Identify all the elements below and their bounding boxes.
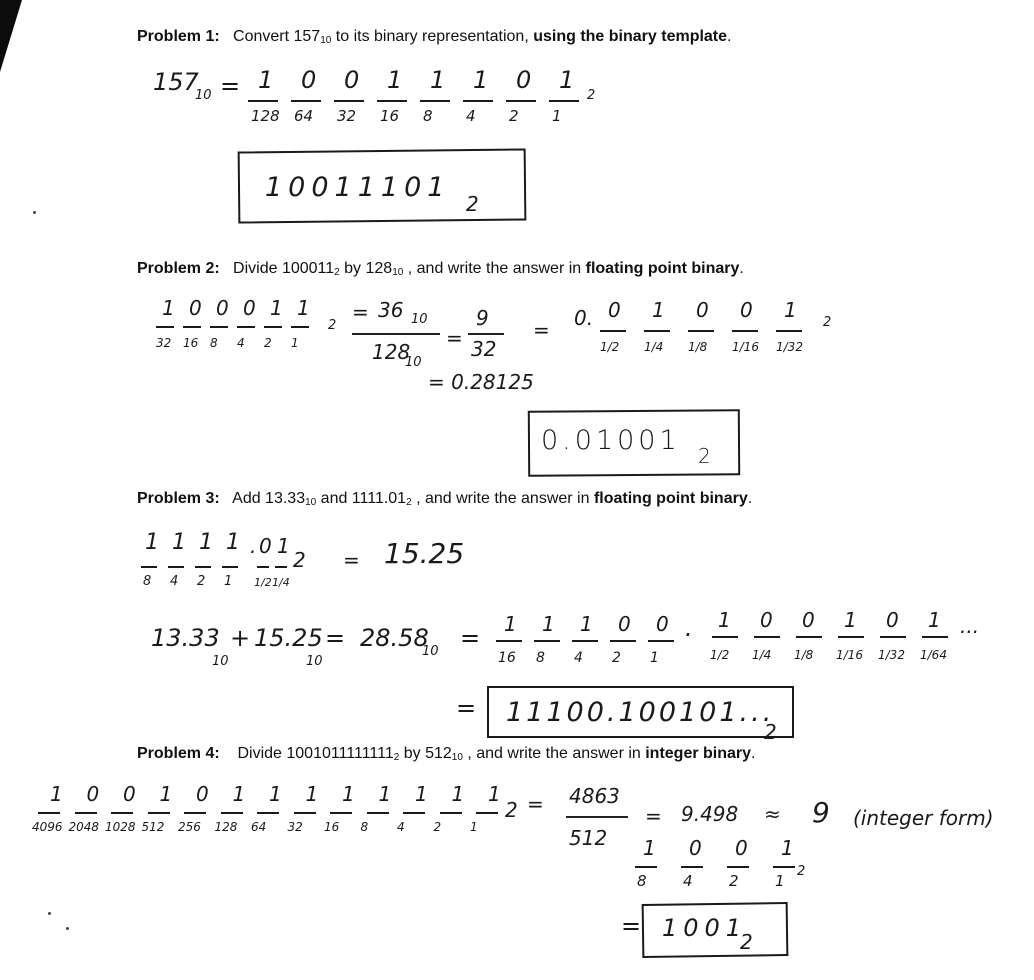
template-place-value: 32 xyxy=(287,820,303,834)
template-bit: 1 xyxy=(270,296,283,320)
p3-dot: . xyxy=(250,534,257,558)
template-place-value: 4 xyxy=(170,574,179,589)
problem-text: and 1111.01 xyxy=(316,490,407,507)
template-place-value: 16 xyxy=(183,336,199,350)
p4-equals-2: = xyxy=(645,804,662,828)
problem-label: Problem 1 xyxy=(137,28,215,45)
template-place-value: 4 xyxy=(574,650,583,666)
template-bit: 1 xyxy=(781,836,794,860)
p1-equals: = xyxy=(220,72,241,100)
template-blank-line xyxy=(572,640,598,642)
problem-text: , and write the answer in xyxy=(411,490,594,507)
problem-text: . xyxy=(727,28,732,45)
template-bit: 1 xyxy=(297,296,310,320)
problem-emphasis: integer binary xyxy=(645,745,752,762)
template-place-value: 4 xyxy=(237,336,245,350)
template-bit: 0 xyxy=(656,612,669,636)
template-bit: 0 xyxy=(760,608,773,632)
template-blank-line xyxy=(754,636,780,638)
p4-note: (integer form) xyxy=(853,806,994,830)
template-place-value: 8 xyxy=(423,107,433,125)
p2-decimal: = 0.28125 xyxy=(428,370,534,394)
subscript: 10 xyxy=(320,35,332,46)
p3-equals-1: = xyxy=(343,548,360,572)
p1-answer: 10011101 xyxy=(265,172,451,203)
template-blank-line xyxy=(257,812,279,814)
template-blank-line xyxy=(183,326,201,328)
problem-text: . xyxy=(747,490,753,507)
problem-4-statement: Problem 4: Divide $1001011111111_2$ by $512_{10}$ , and write the answer in integer binary. xyxy=(137,745,756,763)
p4-denominator: 512 xyxy=(569,826,608,850)
p2-simplified-denominator: 32 xyxy=(471,337,497,361)
template-blank-line xyxy=(600,330,626,332)
template-blank-line xyxy=(264,326,282,328)
template-bit: 1 xyxy=(387,66,403,94)
p2-answer-base: 2 xyxy=(698,444,711,468)
template-place-value: 1/4 xyxy=(644,340,664,354)
template-blank-line xyxy=(776,330,802,332)
p3-sum-base: 10 xyxy=(422,644,439,659)
template-bit: 1 xyxy=(378,782,392,806)
p4-answer: 1001 xyxy=(662,914,748,942)
template-bit: 1 xyxy=(844,608,857,632)
template-bit: 1 xyxy=(504,612,517,636)
template-blank-line xyxy=(463,100,493,102)
p3-answer-base: 2 xyxy=(764,720,777,744)
template-blank-line xyxy=(403,812,425,814)
template-place-value: 2 xyxy=(433,820,442,834)
template-place-value: 16 xyxy=(324,820,340,834)
template-blank-line xyxy=(184,812,206,814)
p3-sum-a-base: 10 xyxy=(212,654,229,669)
template-blank-line xyxy=(195,566,211,568)
template-blank-line xyxy=(681,866,703,868)
template-bit: 0 xyxy=(86,782,100,806)
p1-base: 2 xyxy=(587,88,596,103)
template-place-value: 32 xyxy=(337,107,357,125)
p2-base: 2 xyxy=(328,318,337,333)
template-bit: 1 xyxy=(145,530,159,555)
problem-emphasis: floating point binary xyxy=(593,490,748,507)
template-bit: 1 xyxy=(652,298,665,322)
template-bit: 1 xyxy=(643,836,656,860)
template-place-value: 1/2 xyxy=(710,648,730,662)
template-blank-line xyxy=(644,330,670,332)
problem-emphasis: floating point binary xyxy=(585,260,740,277)
template-bit: 1 xyxy=(451,782,465,806)
scan-speck xyxy=(66,927,69,930)
p2-simplified-numerator: 9 xyxy=(476,306,489,330)
template-blank-line xyxy=(773,866,795,868)
template-blank-line xyxy=(922,636,948,638)
template-blank-line xyxy=(712,636,738,638)
template-bit: 0 xyxy=(608,298,621,322)
template-blank-line xyxy=(688,330,714,332)
p1-answer-base: 2 xyxy=(466,192,479,216)
p3-plus: + xyxy=(230,624,251,652)
subscript: 2 xyxy=(406,497,412,508)
problem-text: Divide 1001011111111 xyxy=(237,745,394,762)
template-blank-line xyxy=(377,100,407,102)
p2-numerator-base: 10 xyxy=(411,312,428,327)
template-blank-line xyxy=(141,566,157,568)
p3-radix-dot: . xyxy=(685,614,693,642)
p4-equals-1: = xyxy=(527,792,544,816)
p2-answer: 0.01001 xyxy=(541,425,681,456)
template-bit: 0 xyxy=(740,298,753,322)
template-blank-line xyxy=(506,100,536,102)
template-blank-line xyxy=(248,100,278,102)
scan-speck xyxy=(33,211,36,214)
template-blank-line xyxy=(237,326,255,328)
template-place-value: 1/64 xyxy=(920,648,947,662)
template-blank-line xyxy=(549,100,579,102)
template-bit: 0 xyxy=(344,66,360,94)
template-blank-line xyxy=(222,566,238,568)
template-blank-line xyxy=(420,100,450,102)
p3-equals-3: = xyxy=(460,624,481,652)
template-bit: 1 xyxy=(580,612,593,636)
template-blank-line xyxy=(732,330,758,332)
template-bit: 1 xyxy=(226,530,240,555)
template-place-value: 8 xyxy=(143,574,152,589)
subscript: 10 xyxy=(451,752,463,763)
template-place-value: 1 xyxy=(650,650,659,666)
p1-lhs: 157 xyxy=(153,68,199,96)
problem-text: by 512 xyxy=(399,745,452,762)
template-bit: 1 xyxy=(718,608,731,632)
template-place-value: 4 xyxy=(466,107,476,125)
template-bit: 1 xyxy=(430,66,446,94)
template-place-value: 8 xyxy=(210,336,218,350)
p2-denominator-base: 10 xyxy=(405,355,422,370)
template-place-value: 1/32 xyxy=(776,340,803,354)
template-blank-line xyxy=(727,866,749,868)
template-blank-line xyxy=(156,326,174,328)
p4-numerator: 4863 xyxy=(569,784,620,808)
template-bit: 0 xyxy=(301,66,317,94)
template-place-value: 1028 xyxy=(105,820,136,834)
p4-bin-base: 2 xyxy=(797,864,806,879)
p4-integer-value: 9 xyxy=(812,796,830,829)
template-bit: 1 xyxy=(305,782,319,806)
p4-decimal: 9.498 xyxy=(681,802,739,826)
template-place-value: 1/8 xyxy=(794,648,814,662)
template-blank-line xyxy=(796,636,822,638)
template-place-value: 128 xyxy=(214,820,238,834)
p4-equals-3: = xyxy=(621,912,642,940)
template-bit: 1 xyxy=(559,66,575,94)
template-bit: 0 xyxy=(696,298,709,322)
problem-3-statement: Problem 3: Add $13.33_{10}$ and $1111.01_2$ , and write the answer in floating point binary. xyxy=(137,490,753,508)
template-bit: 0 xyxy=(886,608,899,632)
template-bit: 1 xyxy=(162,296,175,320)
problem-text: by 128 xyxy=(339,260,393,277)
scan-corner-mark xyxy=(0,0,22,72)
template-blank-line xyxy=(75,812,97,814)
template-place-value: 1/4 xyxy=(752,648,772,662)
subscript: 2 xyxy=(334,267,340,278)
template-blank-line xyxy=(610,640,636,642)
template-bit: 1 xyxy=(159,782,173,806)
p4-fraction-bar xyxy=(566,816,628,818)
template-blank-line xyxy=(440,812,462,814)
template-bit: 1 xyxy=(784,298,797,322)
template-blank-line xyxy=(330,812,352,814)
template-place-value: 16 xyxy=(380,107,400,125)
template-bit: 0 xyxy=(189,296,202,320)
template-blank-line xyxy=(294,812,316,814)
p1-lhs-base: 10 xyxy=(195,88,212,103)
template-bit: 1 xyxy=(269,782,282,806)
template-blank-line xyxy=(476,812,498,814)
template-place-value: 8 xyxy=(360,820,369,834)
subscript: 10 xyxy=(305,497,317,508)
template-place-value: 1/8 xyxy=(688,340,708,354)
template-place-value: 2048 xyxy=(68,820,100,834)
p2-numerator: 36 xyxy=(378,298,404,322)
problem-label: Problem 2 xyxy=(137,260,215,277)
template-place-value: 1/2 xyxy=(600,340,620,354)
template-place-value: 1 xyxy=(552,107,562,125)
template-bit: 1 xyxy=(199,530,213,555)
template-bit: 1 xyxy=(50,782,63,806)
template-place-value: 512 xyxy=(141,820,165,834)
template-blank-line xyxy=(148,812,170,814)
template-bit: 1 xyxy=(928,608,941,632)
subscript: 2 xyxy=(393,752,400,763)
template-blank-line xyxy=(111,812,133,814)
template-place-value: 1 xyxy=(775,872,785,890)
template-place-value: 1 xyxy=(291,336,299,350)
template-blank-line xyxy=(648,640,674,642)
template-place-value: 128 xyxy=(251,107,280,125)
template-bit: 0 xyxy=(802,608,815,632)
p2-simplified-bar xyxy=(468,333,504,335)
template-blank-line xyxy=(221,812,243,814)
template-blank-line xyxy=(210,326,228,328)
subscript: 10 xyxy=(392,267,404,278)
problem-text: . xyxy=(739,260,744,277)
p3-answer: 11100.100101... xyxy=(506,697,775,728)
p2-equals-3: = xyxy=(533,318,550,342)
template-place-value: 8 xyxy=(637,872,647,890)
template-bit: 1 xyxy=(488,782,501,806)
template-place-value: 4096 xyxy=(32,820,63,834)
template-blank-line xyxy=(168,566,184,568)
template-place-value: 1 xyxy=(470,820,478,834)
template-place-value: 256 xyxy=(178,820,201,834)
template-place-value: 4 xyxy=(397,820,405,834)
template-place-value: 1/2 xyxy=(254,576,272,589)
problem-text: . xyxy=(751,745,756,762)
template-blank-line xyxy=(496,640,522,642)
template-bit: 1 xyxy=(542,612,555,636)
p3-base: 2 xyxy=(293,548,306,572)
template-place-value: 1/32 xyxy=(878,648,905,662)
template-bit: 1 xyxy=(415,782,428,806)
template-bit: 0 xyxy=(516,66,532,94)
template-blank-line xyxy=(635,866,657,868)
p2-denominator: 128 xyxy=(372,340,411,364)
template-place-value: 8 xyxy=(536,650,545,666)
p4-approx: ≈ xyxy=(764,802,781,826)
template-place-value: 64 xyxy=(251,820,267,834)
p3-sum-b-base: 10 xyxy=(306,654,323,669)
problem-1-statement: Problem 1: Convert $157_{10}$ to its binary representation, using the binary template. xyxy=(137,28,732,46)
problem-label: Problem 4 xyxy=(137,745,215,762)
p3-equals-4: = xyxy=(456,694,477,722)
template-bit: 0 xyxy=(196,782,209,806)
problem-2-statement: Problem 2: Divide $100011_2$ by $128_{10}$ , and write the answer in floating point binary. xyxy=(137,260,744,278)
p2-frac-base: 2 xyxy=(823,315,832,330)
template-place-value: 1/4 xyxy=(272,576,290,589)
problem-text: Add 13.33 xyxy=(232,490,306,507)
problem-text: , and write the answer in xyxy=(462,745,646,762)
template-blank-line xyxy=(334,100,364,102)
p2-equals-2: = xyxy=(446,326,463,350)
p2-frac-prefix: 0. xyxy=(574,306,594,330)
p2-fraction-bar xyxy=(352,333,440,335)
template-bit: 1 xyxy=(277,534,290,558)
template-blank-line xyxy=(257,566,269,568)
problem-text: Divide 100011 xyxy=(233,260,335,277)
template-place-value: 1 xyxy=(224,574,233,589)
template-blank-line xyxy=(291,100,321,102)
problem-label: Problem 3 xyxy=(137,490,215,507)
template-bit: 1 xyxy=(258,66,274,94)
template-place-value: 1/16 xyxy=(836,648,863,662)
p3-equals-2: = xyxy=(325,624,346,652)
p3-value: 15.25 xyxy=(384,537,465,570)
template-bit: 0 xyxy=(243,296,256,320)
problem-text: to its binary representation, xyxy=(331,28,534,45)
template-place-value: 16 xyxy=(498,650,516,666)
p2-equals-1: = xyxy=(352,300,369,324)
template-place-value: 2 xyxy=(729,872,739,890)
template-blank-line xyxy=(534,640,560,642)
p3-sum-b: 15.25 xyxy=(254,624,323,652)
template-bit: 0 xyxy=(123,782,136,806)
p3-sum: 28.58 xyxy=(360,624,429,652)
template-bit: 1 xyxy=(232,782,246,806)
p3-ellipsis: ... xyxy=(960,614,980,638)
scan-speck xyxy=(48,912,51,915)
template-blank-line xyxy=(880,636,906,638)
template-bit: 0 xyxy=(735,836,748,860)
template-blank-line xyxy=(291,326,309,328)
template-blank-line xyxy=(838,636,864,638)
template-bit: 1 xyxy=(342,782,355,806)
template-bit: 0 xyxy=(689,836,702,860)
template-place-value: 2 xyxy=(509,107,519,125)
template-bit: 0 xyxy=(259,534,272,558)
template-blank-line xyxy=(275,566,287,568)
template-place-value: 2 xyxy=(197,574,206,589)
problem-text: , and write the answer in xyxy=(403,260,586,277)
template-place-value: 1/16 xyxy=(732,340,759,354)
template-blank-line xyxy=(367,812,389,814)
problem-emphasis: using the binary template xyxy=(533,28,728,45)
template-bit: 1 xyxy=(473,66,489,94)
template-bit: 0 xyxy=(216,296,229,320)
p4-base: 2 xyxy=(505,798,518,822)
template-bit: 0 xyxy=(618,612,631,636)
template-place-value: 4 xyxy=(683,872,693,890)
p3-sum-a: 13.33 xyxy=(151,624,220,652)
template-place-value: 2 xyxy=(264,336,272,350)
template-place-value: 32 xyxy=(156,336,172,350)
template-bit: 1 xyxy=(172,530,186,555)
problem-text: Convert 157 xyxy=(233,28,321,45)
p4-answer-base: 2 xyxy=(740,930,753,954)
template-place-value: 64 xyxy=(294,107,314,125)
template-place-value: 2 xyxy=(612,650,621,666)
template-blank-line xyxy=(38,812,60,814)
